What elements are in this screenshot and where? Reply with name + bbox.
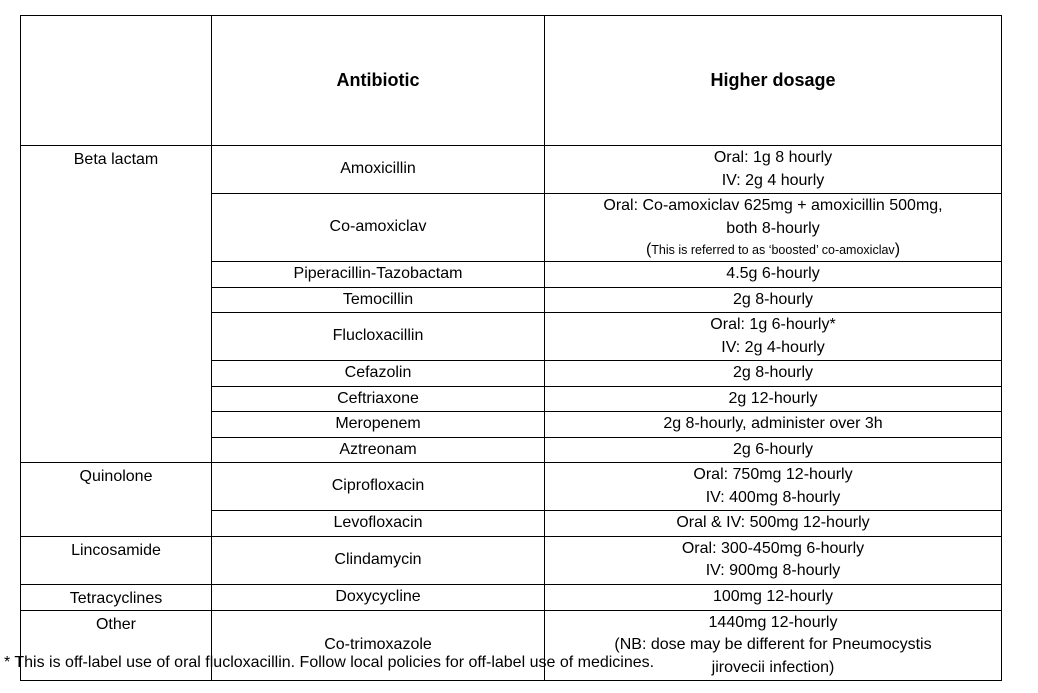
dosage-line: Oral & IV: 500mg 12-hourly xyxy=(676,514,870,531)
antibiotic-dosage-table xyxy=(20,15,1002,681)
dosage-cell xyxy=(545,386,1002,412)
category-cell: Other xyxy=(21,610,212,681)
table-header xyxy=(21,16,1002,146)
category-cell: Quinolone xyxy=(21,463,212,537)
dosage-line: jirovecii infection) xyxy=(711,658,835,676)
dosage-line: IV: 400mg 8-hourly xyxy=(705,488,841,506)
dosage-line: 1440mg 12-hourly xyxy=(708,613,838,631)
antibiotic-cell: Amoxicillin xyxy=(212,146,545,194)
dosage-cell xyxy=(545,313,1002,361)
header-cell-category xyxy=(21,16,212,146)
dosage-cell xyxy=(545,536,1002,584)
antibiotic-cell: Co-amoxiclav xyxy=(212,194,545,262)
table-row xyxy=(21,584,1002,610)
dosage-line: IV: 900mg 8-hourly xyxy=(705,562,841,579)
dosage-cell xyxy=(545,412,1002,438)
dosage-line: (NB: dose may be different for Pneumocystis xyxy=(614,636,932,653)
category-cell: Lincosamide xyxy=(21,536,212,584)
dosage-cell xyxy=(545,194,1002,262)
antibiotic-cell: Temocillin xyxy=(212,287,545,313)
dosage-line: Oral: 1g 8 hourly xyxy=(713,149,833,166)
dosage-line: 2g 6-hourly xyxy=(732,440,814,458)
dosage-line: 2g 8-hourly xyxy=(732,290,814,308)
table-body xyxy=(21,146,1002,681)
dosage-cell xyxy=(545,287,1002,313)
off-label-footnote: * This is off-label use of oral flucloxacillin. Follow local policies for off-label use of medicines. xyxy=(4,654,655,671)
dosage-line: 4.5g 6-hourly xyxy=(726,265,820,282)
table-row xyxy=(21,463,1002,511)
dosage-cell xyxy=(545,463,1002,511)
dosage-cell xyxy=(545,361,1002,387)
antibiotic-dosage-table-wrap xyxy=(20,15,1002,681)
antibiotic-cell: Doxycycline xyxy=(212,584,545,610)
dosage-line: IV: 2g 4 hourly xyxy=(721,171,825,189)
table-row xyxy=(21,146,1002,194)
antibiotic-cell: Cefazolin xyxy=(212,361,545,387)
antibiotic-cell: Clindamycin xyxy=(212,536,545,584)
header-row xyxy=(21,16,1002,146)
antibiotic-cell: Meropenem xyxy=(212,412,545,438)
header-cell-antibiotic: Antibiotic xyxy=(212,16,545,146)
table-row xyxy=(21,536,1002,584)
category-cell: Beta lactam xyxy=(21,146,212,463)
antibiotic-cell: Ceftriaxone xyxy=(212,386,545,412)
category-cell: Tetracyclines xyxy=(21,584,212,610)
dosage-line: 100mg 12-hourly xyxy=(712,587,834,605)
dosage-cell xyxy=(545,584,1002,610)
dosage-line: Oral: 300-450mg 6-hourly xyxy=(681,539,865,557)
dosage-line: 2g 12-hourly xyxy=(728,389,818,407)
dosage-cell xyxy=(545,262,1002,288)
dosage-cell xyxy=(545,437,1002,463)
dosage-cell xyxy=(545,511,1002,537)
dosage-line: both 8-hourly xyxy=(726,219,820,237)
antibiotic-cell: Aztreonam xyxy=(212,437,545,463)
dosage-line: 2g 8-hourly xyxy=(732,364,814,381)
dosage-line: IV: 2g 4-hourly xyxy=(721,338,825,356)
dosage-line: Oral: 1g 6-hourly* xyxy=(710,316,836,333)
dosage-line: Oral: 750mg 12-hourly xyxy=(693,466,853,483)
antibiotic-cell: Co-trimoxazole xyxy=(212,610,545,681)
dosage-line: 2g 8-hourly, administer over 3h xyxy=(663,415,883,432)
antibiotic-cell: Levofloxacin xyxy=(212,511,545,537)
antibiotic-cell: Piperacillin-Tazobactam xyxy=(212,262,545,288)
dosage-line: Oral: Co-amoxiclav 625mg + amoxicillin 500mg, xyxy=(603,197,943,214)
dosage-note: (This is referred to as ‘boosted’ co-amoxiclav) xyxy=(645,241,901,258)
antibiotic-cell: Flucloxacillin xyxy=(212,313,545,361)
header-cell-higher-dosage: Higher dosage xyxy=(545,16,1002,146)
antibiotic-cell: Ciprofloxacin xyxy=(212,463,545,511)
dosage-cell xyxy=(545,146,1002,194)
